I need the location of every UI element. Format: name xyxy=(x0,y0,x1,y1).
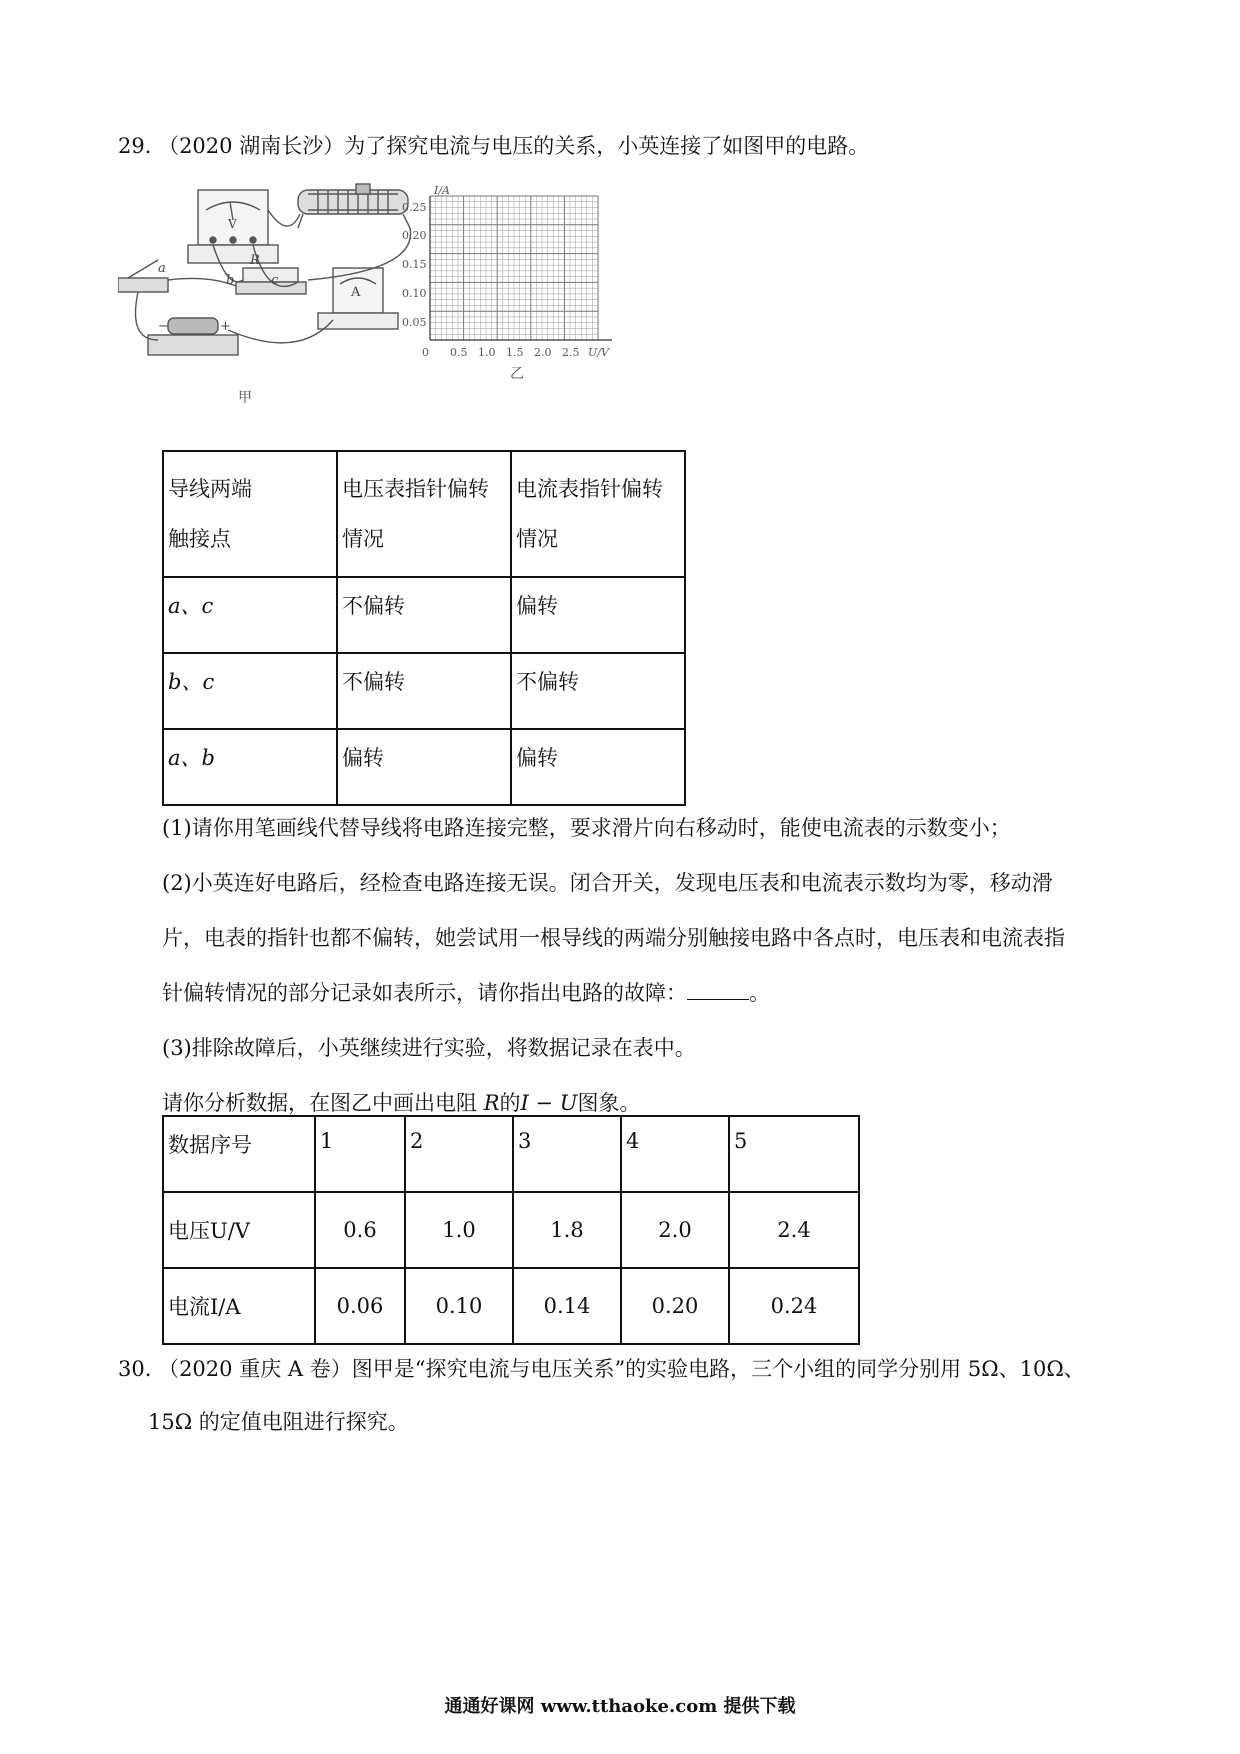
table-row: a、c 不偏转 偏转 xyxy=(163,577,685,653)
contact-points-table xyxy=(162,450,686,806)
letter-r: R xyxy=(250,253,260,268)
table-header-row: 数据序号 1 2 3 4 5 xyxy=(163,1116,859,1192)
letter-b: b xyxy=(226,273,235,288)
x-tick-1.0: 1.0 xyxy=(478,346,496,359)
voltmeter-label: V xyxy=(228,217,237,231)
part-3-instruction: 请你分析数据，在图乙中画出电阻 R的I − U图象。 xyxy=(162,1091,641,1115)
letter-c: c xyxy=(271,273,279,288)
part-2-text-line1: (2)小英连好电路后，经检查电路连接无误。闭合开关，发现电压表和电流表示数均为零，移动滑 xyxy=(162,871,1053,895)
table-header-row xyxy=(163,451,685,577)
question-30-line1: 30. （2020 重庆 A 卷）图甲是“探究电流与电压关系”的实验电路，三个小组的同学分别用 5Ω、10Ω、 xyxy=(118,1357,1085,1381)
header-voltmeter-deflection: 电压表指针偏转 情况 xyxy=(337,451,511,577)
table-row: a、b 偏转 偏转 xyxy=(163,729,685,805)
header-contact-points: 导线两端 触接点 xyxy=(163,451,337,577)
question-29-title: 29. （2020 湖南长沙）为了探究电流与电压的关系，小英连接了如图甲的电路。 xyxy=(118,134,870,158)
x-tick-2.0: 2.0 xyxy=(534,346,552,359)
question-30-line2: 15Ω 的定值电阻进行探究。 xyxy=(148,1410,409,1434)
footer-text: 通通好课网 www.tthaoke.com 提供下载 xyxy=(444,1696,796,1717)
x-tick-0.5: 0.5 xyxy=(450,346,468,359)
table-row: b、c 不偏转 不偏转 xyxy=(163,653,685,729)
x-tick-0: 0 xyxy=(422,346,429,359)
y-tick-0.20: 0.20 xyxy=(402,229,427,242)
part-2-text-line2: 片，电表的指针也都不偏转，她尝试用一根导线的两端分别触接电路中各点时，电压表和电流表指 xyxy=(162,926,1065,950)
battery-minus: − xyxy=(158,319,169,334)
part-2-text-line3: 针偏转情况的部分记录如表所示，请你指出电路的故障： 。 xyxy=(162,981,770,1005)
part-3-text: (3)排除故障后，小英继续进行实验，将数据记录在表中。 xyxy=(162,1036,696,1060)
data-table xyxy=(162,1115,860,1345)
rheostat-illustration xyxy=(298,184,410,228)
table-row: 电压U/V 0.6 1.0 1.8 2.0 2.4 xyxy=(163,1192,859,1268)
figure-yi-label: 乙 xyxy=(510,366,524,382)
table-row: 电流I/A 0.06 0.10 0.14 0.20 0.24 xyxy=(163,1268,859,1344)
circuit-and-graph-figure xyxy=(118,180,698,420)
y-tick-0.25: 0.25 xyxy=(402,201,427,214)
battery-plus: + xyxy=(220,319,231,334)
letter-a: a xyxy=(158,261,166,276)
y-tick-0.10: 0.10 xyxy=(402,287,427,300)
answer-blank xyxy=(687,981,749,1000)
ammeter-label: A xyxy=(351,285,361,300)
y-tick-0.05: 0.05 xyxy=(402,316,427,329)
header-ammeter-deflection: 电流表指针偏转 情况 xyxy=(511,451,685,577)
i-u-graph xyxy=(402,184,612,382)
y-axis-label: I/A xyxy=(434,184,450,197)
x-tick-1.5: 1.5 xyxy=(506,346,524,359)
part-1-text: (1)请你用笔画线代替导线将电路连接完整，要求滑片向右移动时，能使电流表的示数变小； xyxy=(162,816,1011,840)
y-tick-0.15: 0.15 xyxy=(402,258,427,271)
x-axis-label: U/V xyxy=(588,346,609,359)
figure-jia-label: 甲 xyxy=(238,390,252,406)
x-tick-2.5: 2.5 xyxy=(562,346,580,359)
